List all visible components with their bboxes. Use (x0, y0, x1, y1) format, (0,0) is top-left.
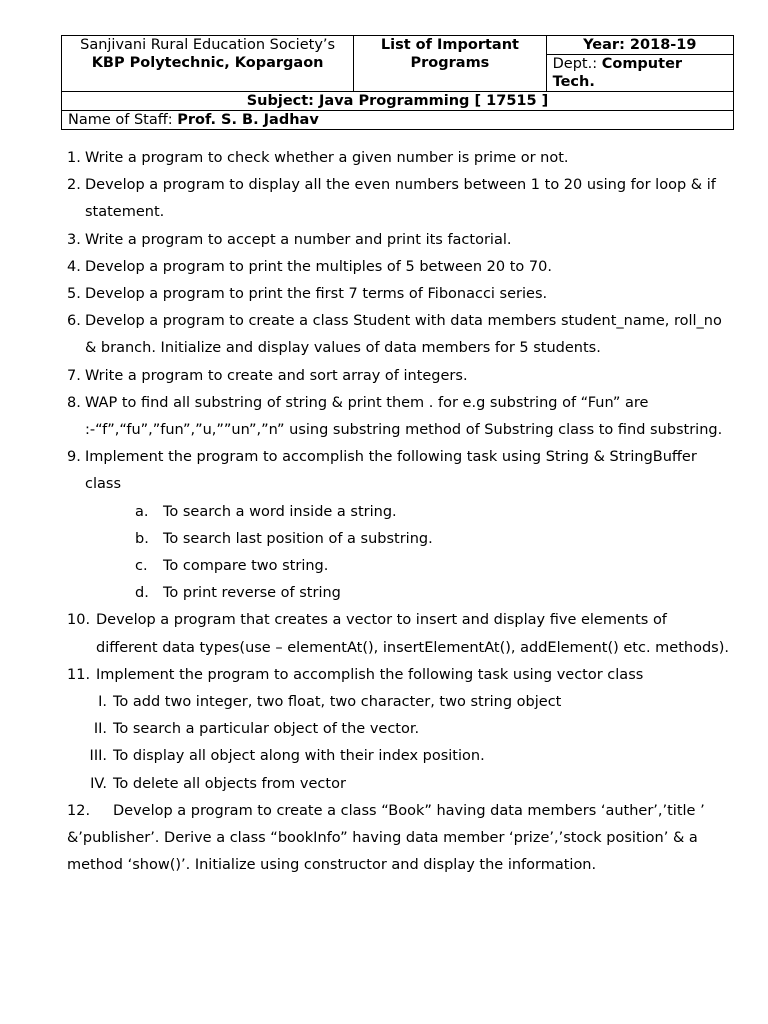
list-item (67, 281, 732, 308)
item-number: 1. (67, 150, 81, 166)
item-text: Implement the program to accomplish the following task using String & StringBuffer class (85, 449, 697, 493)
subject-line: Subject: Java Programming [ 17515 ] (62, 92, 734, 111)
sub-text: To search last position of a substring. (163, 530, 433, 547)
item-text: WAP to find all substring of string & print them . for e.g substring of “Fun” are :-“f”,“fu”,”fun”,”u,””un”,”n” using substring method of Substring class to find substring. (85, 394, 723, 439)
institution-cell (62, 36, 354, 92)
roman-text: To display all object along with their index position. (113, 748, 485, 765)
program-list (67, 145, 732, 879)
list-item (67, 227, 732, 254)
sub-text: To print reverse of string (163, 585, 341, 602)
sub-text: To compare two string. (163, 558, 329, 575)
item-number: 9. (67, 449, 81, 466)
item-text: Develop a program to print the first 7 terms of Fibonacci series. (85, 286, 548, 303)
item-text: Write a program to accept a number and print its factorial. (85, 231, 512, 248)
item-text: Write a program to create and sort array of integers. (85, 367, 468, 384)
sub-text: To search a word inside a string. (163, 503, 397, 520)
list-item (67, 363, 732, 390)
item-text: Develop a program to create a class Student with data members student_name, roll_no & branch. Initialize and display values of data members for 5 students. (85, 313, 722, 357)
roman-marker: II. (93, 721, 107, 738)
item-number: 11. (67, 666, 91, 683)
roman-marker: III. (89, 748, 107, 765)
academic-year: Year: 2018-19 (547, 36, 733, 55)
roman-text: To delete all objects from vector (113, 775, 346, 792)
list-item (67, 308, 732, 362)
society-name: Sanjivani Rural Education Society’s (80, 37, 336, 53)
item-number: 8. (67, 394, 81, 411)
staff-label: Name of Staff: (68, 112, 173, 128)
roman-item (67, 689, 732, 716)
dept-value: Computer Tech. (552, 56, 683, 90)
doc-title: List of Important Programs (354, 36, 546, 92)
roman-item (67, 743, 732, 770)
header-table (61, 35, 734, 130)
item-number: 12. (67, 802, 91, 819)
list-item (67, 798, 732, 880)
sub-item (135, 580, 732, 607)
department (547, 55, 733, 91)
sub-item (135, 499, 732, 526)
roman-text: To search a particular object of the vector. (113, 721, 420, 738)
list-item (67, 607, 732, 661)
sub-marker: b. (135, 530, 149, 547)
item-text: Develop a program to print the multiples of 5 between 20 to 70. (85, 258, 552, 275)
list-item (67, 145, 732, 172)
list-item (67, 390, 732, 444)
item-number: 6. (67, 313, 81, 330)
item-number: 2. (67, 177, 81, 194)
item-number: 7. (67, 367, 81, 384)
item-number: 5. (67, 286, 81, 303)
roman-marker: I. (98, 694, 107, 711)
staff-name: Prof. S. B. Jadhav (177, 112, 319, 128)
item-text: Develop a program that creates a vector to insert and display five elements of different data types(use – elementAt(), insertElementAt(), addElement() etc. methods). (96, 612, 729, 656)
list-item (67, 254, 732, 281)
roman-marker: IV. (90, 775, 107, 792)
item-number: 3. (67, 231, 81, 248)
roman-item (67, 771, 732, 798)
college-name: KBP Polytechnic, Kopargaon (91, 55, 324, 71)
sub-item (135, 526, 732, 553)
staff-line (62, 111, 734, 130)
roman-item (67, 716, 732, 743)
item-text: Develop a program to display all the even numbers between 1 to 20 using for loop & if statement. (85, 177, 716, 221)
dept-label: Dept.: (552, 56, 598, 72)
item-number: 10. (67, 612, 91, 629)
list-item (67, 172, 732, 226)
item-text: Implement the program to accomplish the following task using vector class (96, 666, 644, 683)
year-dept-cell (546, 36, 733, 92)
item-number: 4. (67, 258, 81, 275)
item-text: Develop a program to create a class “Book” having data members ‘auther’,’title ’ &’publisher’. Derive a class “bookInfo” having data member ‘prize’,’stock position’ & a method ‘show()’. Initialize using constructor and display the information. (67, 802, 705, 874)
sub-marker: c. (135, 558, 148, 575)
list-item (67, 444, 732, 498)
item-text: Write a program to check whether a given number is prime or not. (85, 150, 569, 166)
roman-text: To add two integer, two float, two character, two string object (113, 694, 562, 711)
sub-item (135, 553, 732, 580)
list-item (67, 662, 732, 689)
sub-marker: d. (135, 585, 149, 602)
sub-marker: a. (135, 503, 149, 520)
